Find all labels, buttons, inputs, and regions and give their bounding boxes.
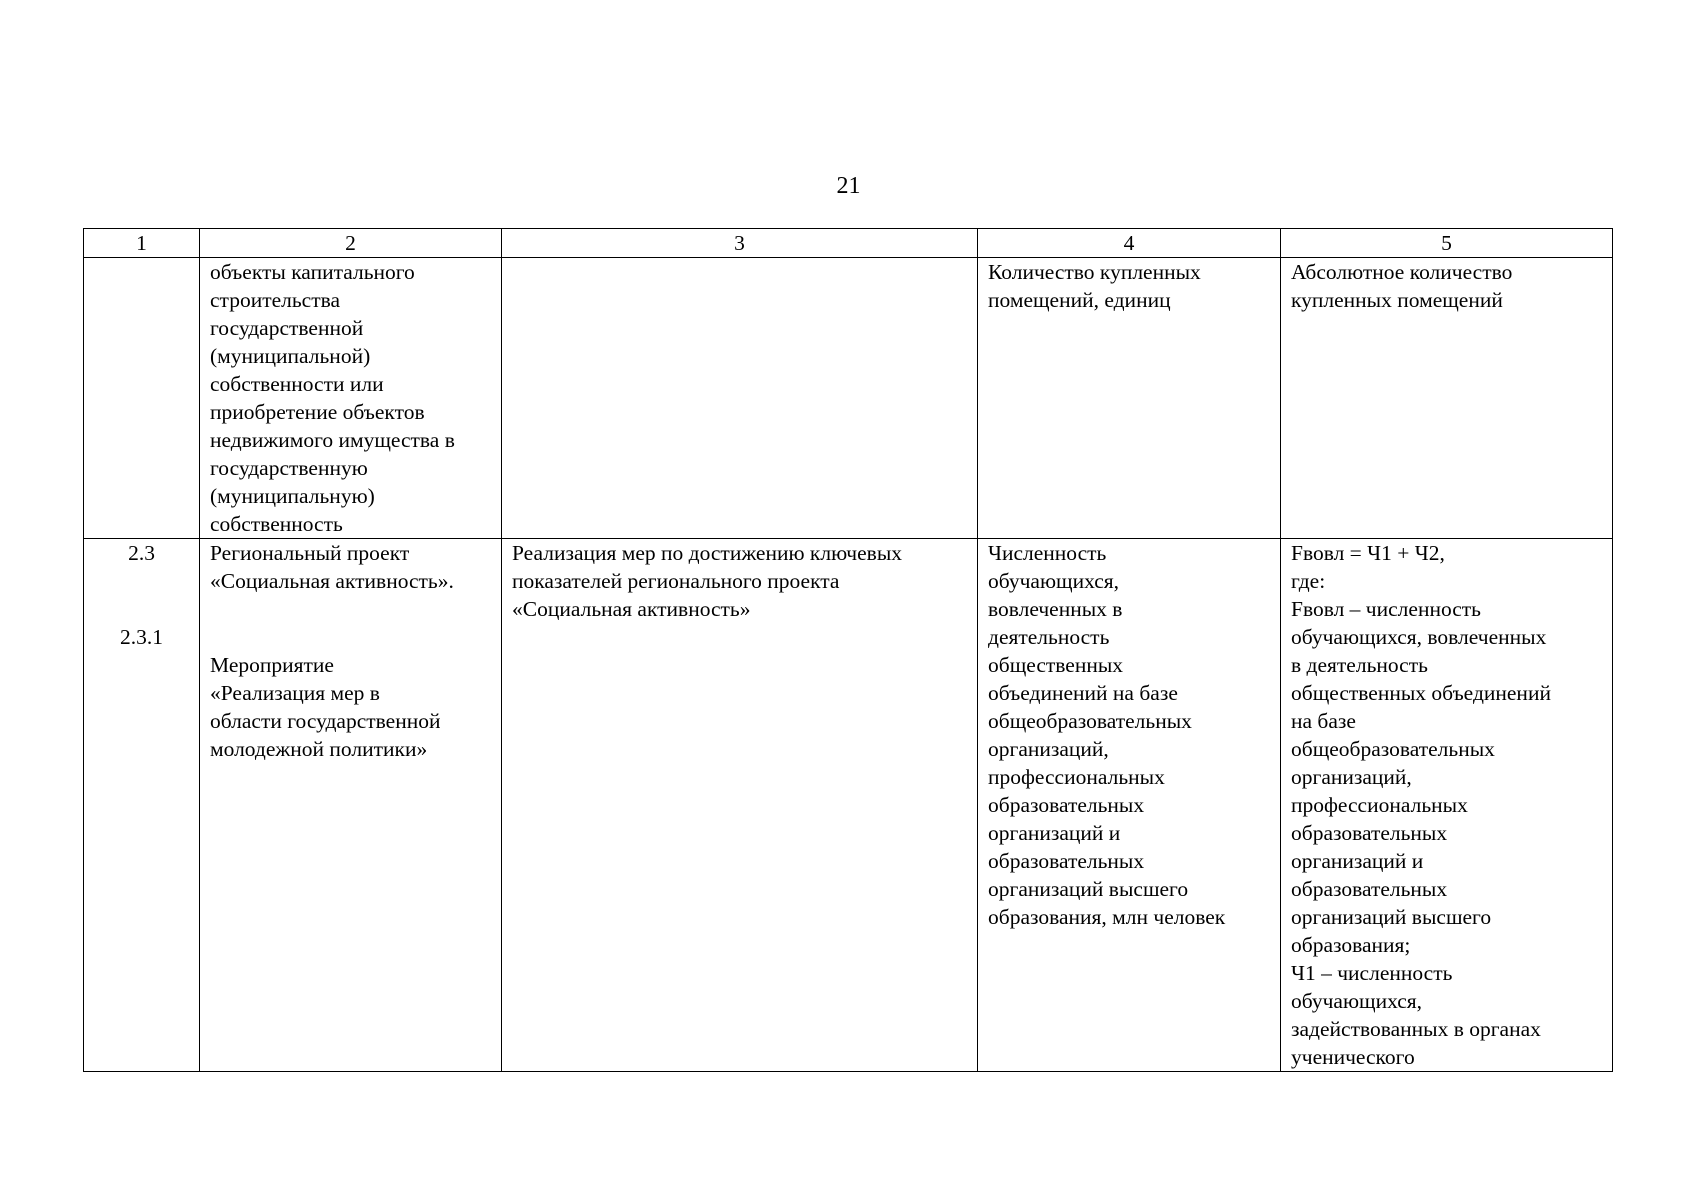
item-number: 2.3 bbox=[128, 541, 155, 565]
text-line: в деятельность bbox=[1291, 653, 1428, 677]
text-line: организаций и bbox=[1291, 849, 1424, 873]
text-line: образовательных bbox=[988, 849, 1145, 873]
text-line: образовательных bbox=[1291, 821, 1448, 845]
text-line: организаций, bbox=[988, 737, 1109, 761]
page-number: 21 bbox=[836, 173, 861, 199]
text-line: образовательных bbox=[988, 793, 1145, 817]
text-line: обучающихся, bbox=[988, 569, 1120, 593]
text-line: профессиональных bbox=[1291, 793, 1468, 817]
text-line: на базе bbox=[1291, 709, 1356, 733]
text-line: (муниципальной) bbox=[210, 344, 371, 368]
header-cell-3: 3 bbox=[502, 229, 978, 258]
text-line: государственную bbox=[210, 456, 368, 480]
text-line: купленных помещений bbox=[1291, 288, 1503, 312]
row2-formula-cell bbox=[1281, 539, 1613, 1072]
text-line: профессиональных bbox=[988, 765, 1165, 789]
row2-indicator-cell bbox=[978, 539, 1281, 1072]
text-line: недвижимого имущества в bbox=[210, 428, 455, 452]
row1-number-cell bbox=[84, 258, 200, 539]
header-cell-5: 5 bbox=[1281, 229, 1613, 258]
text-line: вовлеченных в bbox=[988, 597, 1123, 621]
text-line: молодежной политики» bbox=[210, 737, 428, 761]
spacer bbox=[210, 595, 491, 651]
header-cell-1: 1 bbox=[84, 229, 200, 258]
text-line: «Реализация мер в bbox=[210, 681, 380, 705]
text-line: образования; bbox=[1291, 933, 1411, 957]
text-line: общественных bbox=[988, 653, 1124, 677]
header-cell-4: 4 bbox=[978, 229, 1281, 258]
text-line: показателей регионального проекта bbox=[512, 569, 840, 593]
row1-formula-cell bbox=[1281, 258, 1613, 539]
text-line: Региональный проект bbox=[210, 541, 410, 565]
text-line: организаций высшего bbox=[1291, 905, 1492, 929]
row1-description-cell bbox=[502, 258, 978, 539]
text-line: собственности или bbox=[210, 372, 384, 396]
text-line: задействованных в органах bbox=[1291, 1017, 1541, 1041]
row2-name-cell bbox=[200, 539, 502, 1072]
text-line: ученического bbox=[1291, 1045, 1415, 1069]
header-cell-2: 2 bbox=[200, 229, 502, 258]
item-number: 2.3.1 bbox=[120, 625, 163, 649]
text-line: «Социальная активность». bbox=[210, 569, 454, 593]
row1-name-cell bbox=[200, 258, 502, 539]
text-line: общеобразовательных bbox=[988, 709, 1192, 733]
text-line: Численность bbox=[988, 541, 1107, 565]
text-line: Ч1 – численность bbox=[1291, 961, 1453, 985]
text-line: приобретение объектов bbox=[210, 400, 425, 424]
text-line: образования, млн человек bbox=[988, 905, 1226, 929]
text-line: строительства bbox=[210, 288, 341, 312]
table-row bbox=[84, 539, 1613, 1072]
text-line: государственной bbox=[210, 316, 364, 340]
text-line: деятельность bbox=[988, 625, 1110, 649]
text-line: организаций высшего bbox=[988, 877, 1189, 901]
text-line: помещений, единиц bbox=[988, 288, 1171, 312]
text-line: общеобразовательных bbox=[1291, 737, 1495, 761]
text-line: Мероприятие bbox=[210, 653, 334, 677]
text-line: Fвовл = Ч1 + Ч2, bbox=[1291, 541, 1445, 565]
table-row bbox=[84, 258, 1613, 539]
row2-description-cell bbox=[502, 539, 978, 1072]
text-line: объединений на базе bbox=[988, 681, 1178, 705]
text-line: области государственной bbox=[210, 709, 441, 733]
text-line: где: bbox=[1291, 569, 1326, 593]
text-line: обучающихся, вовлеченных bbox=[1291, 625, 1547, 649]
row1-indicator-cell bbox=[978, 258, 1281, 539]
text-line: организаций, bbox=[1291, 765, 1412, 789]
text-line: собственность bbox=[210, 512, 343, 536]
text-line: организаций и bbox=[988, 821, 1121, 845]
text-line: объекты капитального bbox=[210, 260, 415, 284]
text-line: (муниципальную) bbox=[210, 484, 375, 508]
text-line: «Социальная активность» bbox=[512, 597, 751, 621]
text-line: обучающихся, bbox=[1291, 989, 1423, 1013]
text-line: Реализация мер по достижению ключевых bbox=[512, 541, 903, 565]
spacer bbox=[94, 567, 189, 623]
text-line: Fвовл – численность bbox=[1291, 597, 1481, 621]
measures-table bbox=[83, 228, 1613, 1072]
text-line: Количество купленных bbox=[988, 260, 1201, 284]
row2-number-cell bbox=[84, 539, 200, 1072]
text-line: Абсолютное количество bbox=[1291, 260, 1513, 284]
text-line: образовательных bbox=[1291, 877, 1448, 901]
table-header-row bbox=[84, 229, 1613, 258]
text-line: общественных объединений bbox=[1291, 681, 1551, 705]
